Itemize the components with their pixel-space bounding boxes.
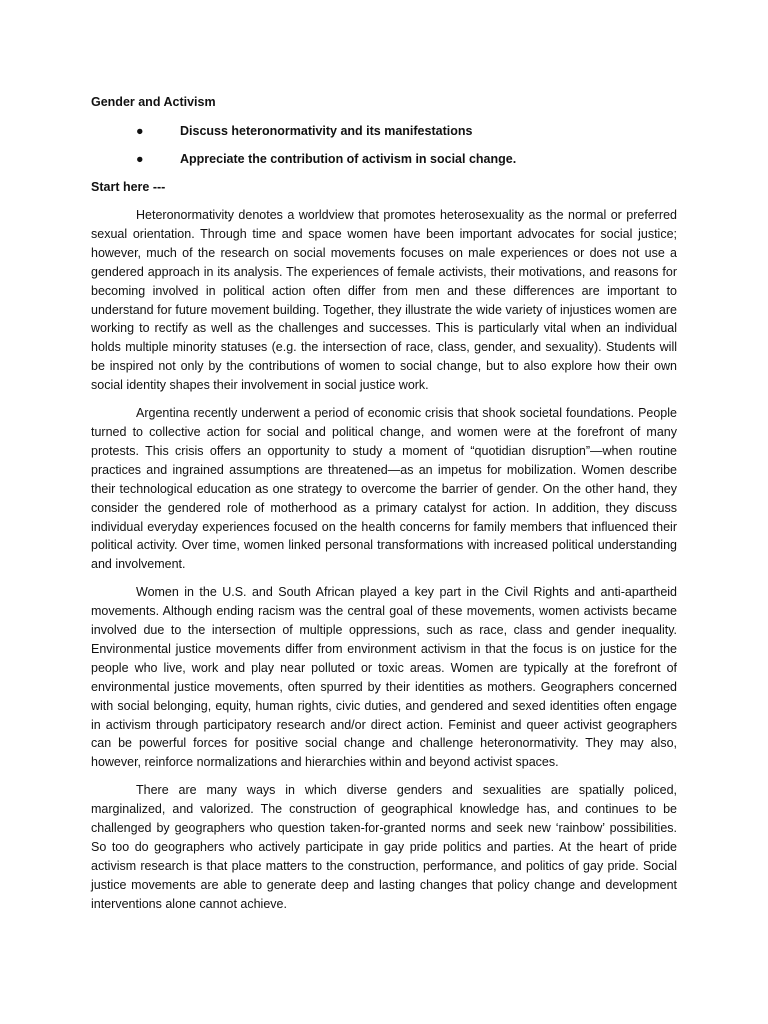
paragraph-argentina: Argentina recently underwent a period of economic crisis that shook societal foundations. People turned to collective action for social and political change, and women were at the forefront of many protests. This crisis offers an opportunity to study a moment of “quotidian disruption”—when routine practices and ingrained assumptions are threatened—as an impetus for mobilization. Women describe their technological education as one strategy to overcome the barrier of gender. On the other hand, they consider the gendered role of motherhood as a primary catalyst for action. In addition, they discuss individual everyday experiences focused on the health concerns for family members that influenced their political activity. Over time, women linked personal transformations with increased political understanding and involvement. <box>91 406 677 572</box>
bullet-icon: ● <box>136 152 144 166</box>
objective-text: Discuss heteronormativity and its manifestations <box>180 124 473 138</box>
objective-item <box>91 150 677 169</box>
document-title: Gender and Activism <box>91 95 216 109</box>
objective-text: Appreciate the contribution of activism in social change. <box>180 152 517 166</box>
bullet-icon: ● <box>136 124 144 138</box>
paragraph-heteronormativity: Heteronormativity denotes a worldview that promotes heterosexuality as the normal or preferred sexual orientation. Through time and space women have been important advocates for social justice; however, much of the research on social movements focuses on male experiences or does not use a gendered approach in its analysis. The experiences of female activists, their motivations, and reasons for becoming involved in political action often differ from men and these differences are important to understand for future movement building. Together, they illustrate the wide variety of injustices women are working to rectify as well as the challenges and successes. This is particularly vital when an individual holds multiple minority statuses (e.g. the intersection of race, class, gender, and sexuality). Students will be inspired not only by the contributions of women to social change, but to also explore how their own social identity shapes their involvement in social justice work. <box>91 208 677 393</box>
objectives-list <box>91 122 677 169</box>
paragraph-civil-rights: Women in the U.S. and South African played a key part in the Civil Rights and anti-apartheid movements. Although ending racism was the central goal of these movements, women activists became involved due to the intersection of multiple oppressions, such as race, class and gender inequality. Environmental justice movements differ from environment activism in that the focus is on justice for the people who live, work and play near polluted or toxic areas. Women are typically at the forefront of environmental justice movements, often spurred by their identities as mothers. Geographers concerned with social belonging, equity, human rights, civic duties, and gendered and sexed identities often engage in activism through participatory research and/or direct action. Feminist and queer activist geographers can be powerful forces for positive social change and challenge heteronormativity. They may also, however, reinforce normalizations and hierarchies within and beyond activist spaces. <box>91 585 677 770</box>
objective-item <box>91 122 677 141</box>
document-page <box>91 93 677 923</box>
start-here-label: Start here --- <box>91 180 166 194</box>
paragraph-pride-activism: There are many ways in which diverse genders and sexualities are spatially policed, marginalized, and valorized. The construction of geographical knowledge has, and continues to be challenged by geographers who question taken-for-granted norms and seek new ‘rainbow’ possibilities. So too do geographers who actively participate in gay pride politics and parties. At the heart of pride activism research is that place matters to the construction, performance, and politics of gay pride. Social justice movements are able to generate deep and lasting changes that policy change and development interventions alone cannot achieve. <box>91 783 677 911</box>
